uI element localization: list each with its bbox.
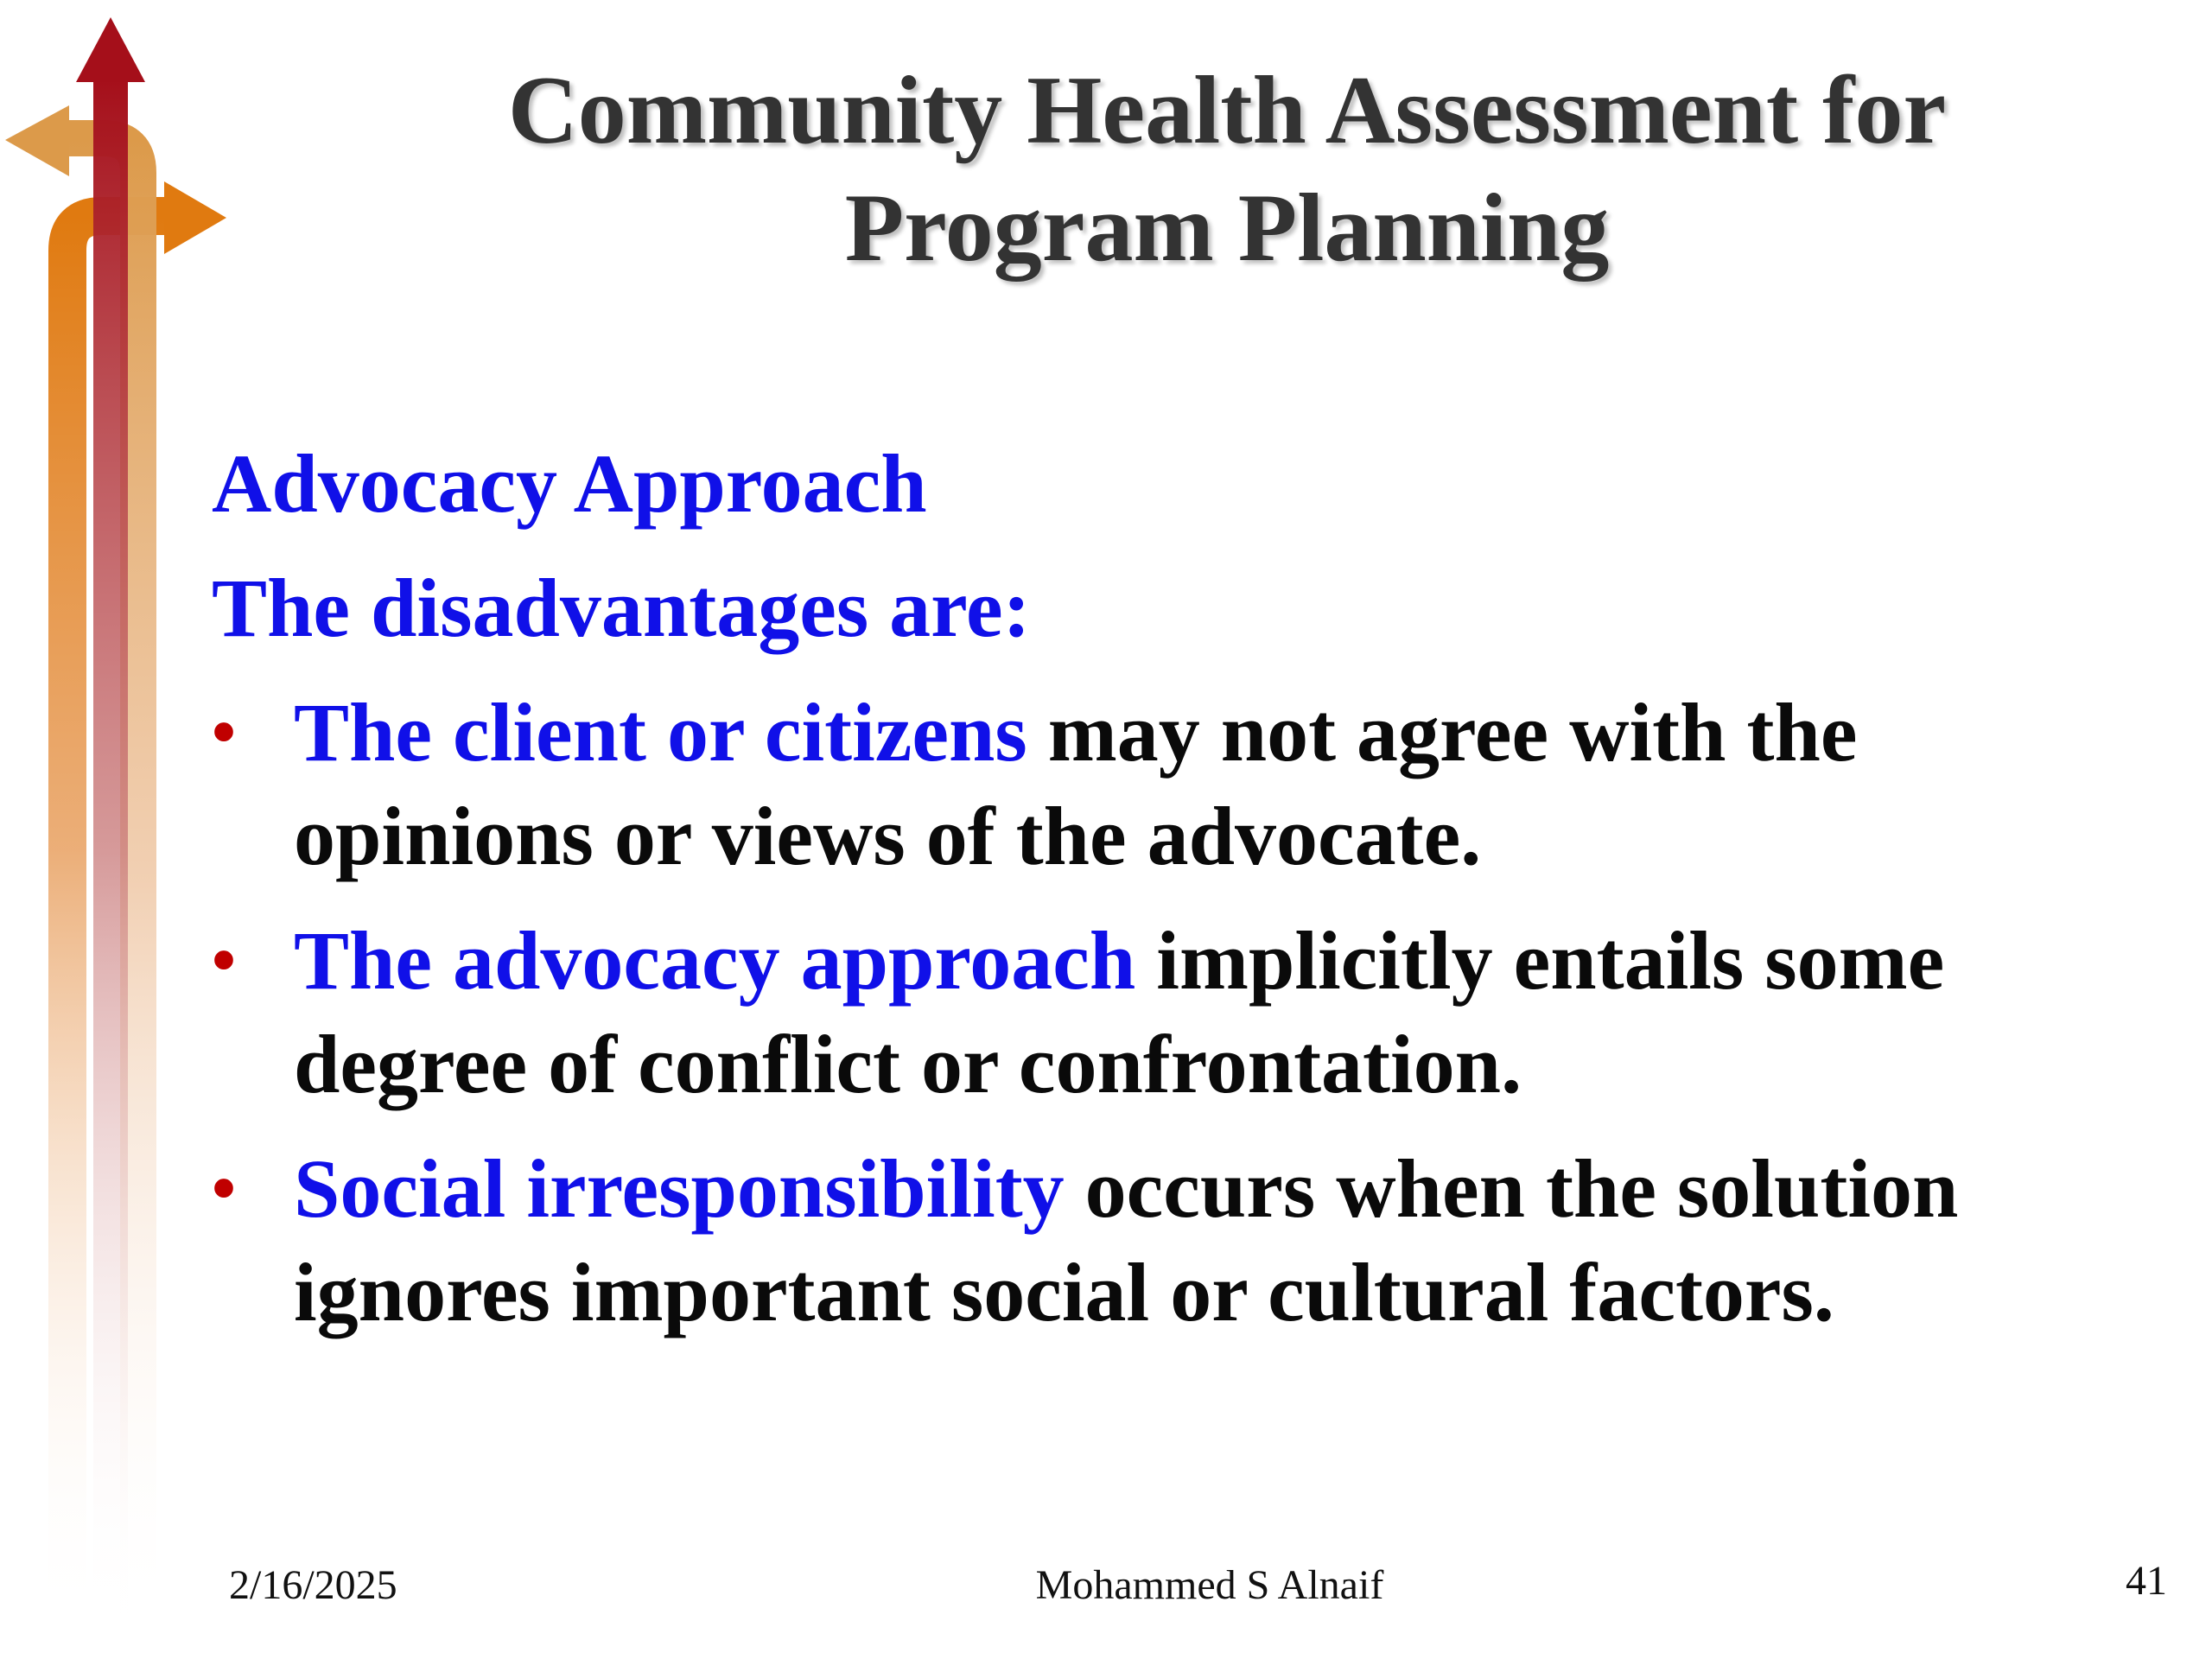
footer-date: 2/16/2025 [229, 1562, 397, 1608]
bullet-1-highlight: The client or citizens [294, 686, 1027, 779]
footer-author: Mohammed S Alnaif [1035, 1562, 1384, 1608]
bullet-3-highlight: Social irresponsibility [294, 1142, 1065, 1235]
page-number: 41 [2126, 1558, 2167, 1604]
arrows-decoration-icon [0, 0, 242, 1659]
bullet-item-2 [212, 909, 2130, 1116]
bullet-2-text: implicitly entails some degree of conflict or confrontation. [294, 914, 1945, 1110]
title-line-1: Community Health Assessment for [507, 57, 1947, 164]
slide-content [212, 432, 2130, 1365]
bullet-dot-icon: • [212, 1151, 237, 1227]
bullet-1-text: may not agree with the opinions or views of the advocate. [294, 686, 1858, 882]
bullet-dot-icon: • [212, 695, 237, 771]
bullet-item-1 [212, 681, 2130, 888]
bullet-2-highlight: The advocacy approach [294, 914, 1136, 1007]
section-subheading: The disadvantages are: [212, 562, 1031, 654]
slide-title [363, 52, 2091, 287]
bullet-dot-icon: • [212, 923, 237, 999]
bullet-item-3 [212, 1137, 2130, 1344]
bullet-list [212, 681, 2130, 1344]
bullet-3-text: occurs when the solution ignores important social or cultural factors. [294, 1142, 1959, 1338]
title-line-2: Program Planning [844, 175, 1610, 282]
section-heading: Advocacy Approach [212, 437, 927, 530]
